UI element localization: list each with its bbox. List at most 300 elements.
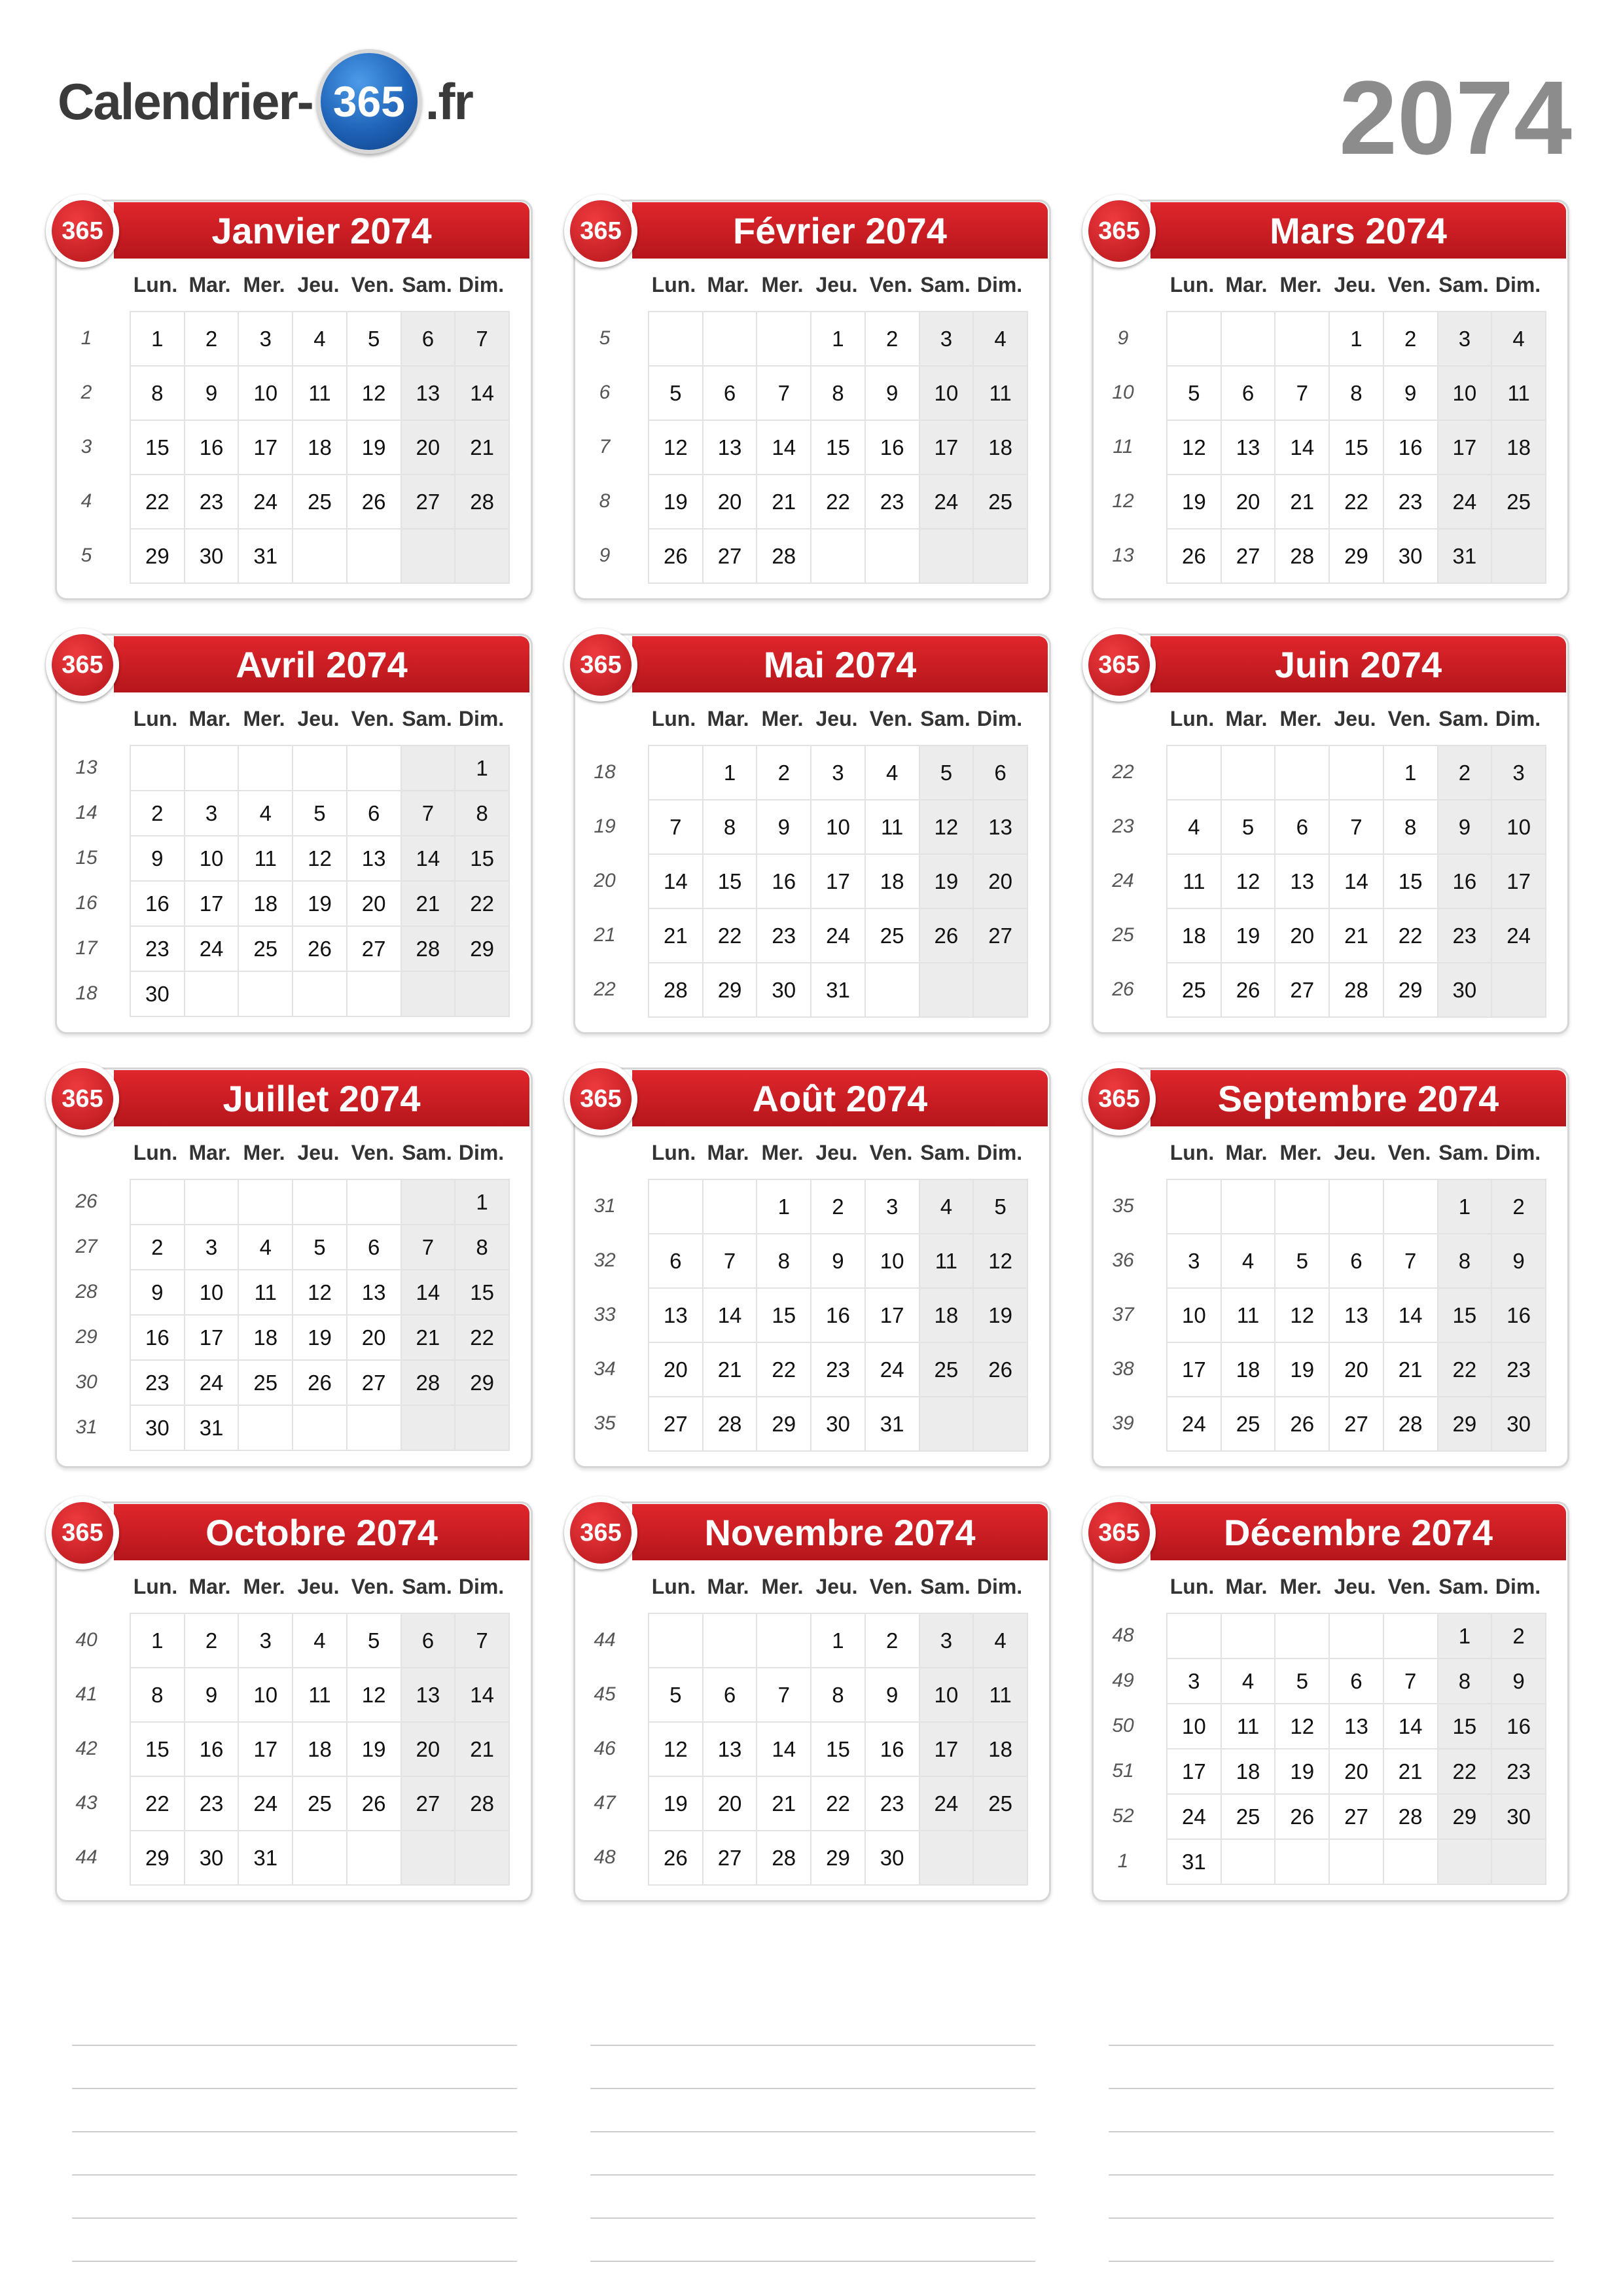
weekday-label: Ven. xyxy=(351,1575,395,1598)
day-cell: 14 xyxy=(455,366,509,420)
day-cell: 22 xyxy=(455,1315,509,1360)
day-cell: 25 xyxy=(1221,1794,1275,1839)
week-row xyxy=(649,854,1027,908)
day-cell: 18 xyxy=(973,420,1027,475)
day-cell xyxy=(1221,745,1275,800)
day-cell: 20 xyxy=(401,1722,455,1776)
day-cell: 27 xyxy=(649,1397,703,1451)
weekday-header xyxy=(647,1575,1037,1599)
day-grid xyxy=(648,311,1028,584)
day-cell: 12 xyxy=(347,366,401,420)
weekday-label: Sam. xyxy=(402,707,452,730)
day-cell: 21 xyxy=(1383,1342,1438,1397)
week-number: 48 xyxy=(594,1846,616,1868)
badge-365 xyxy=(46,628,119,702)
day-cell xyxy=(401,1179,455,1225)
day-cell: 21 xyxy=(401,881,455,926)
week-row xyxy=(1167,475,1546,529)
weekday-label: Lun. xyxy=(651,1575,696,1598)
day-cell: 17 xyxy=(1167,1342,1221,1397)
day-cell: 3 xyxy=(1438,312,1492,366)
week-numbers xyxy=(585,1613,624,1884)
day-cell xyxy=(919,1397,974,1451)
week-row xyxy=(649,366,1027,420)
day-cell: 20 xyxy=(1329,1342,1383,1397)
day-cell: 6 xyxy=(1221,366,1275,420)
week-number: 46 xyxy=(594,1738,616,1759)
weekday-label: Sam. xyxy=(920,1575,971,1598)
day-cell: 3 xyxy=(1167,1659,1221,1704)
day-cell: 21 xyxy=(1329,908,1383,963)
day-cell: 8 xyxy=(703,800,757,854)
day-cell: 2 xyxy=(865,1613,919,1668)
week-row xyxy=(130,1613,509,1668)
day-cell: 2 xyxy=(185,1613,239,1668)
day-cell: 16 xyxy=(865,420,919,475)
day-cell xyxy=(401,1405,455,1450)
week-number: 47 xyxy=(594,1792,616,1814)
day-cell: 9 xyxy=(185,366,239,420)
day-cell xyxy=(1167,312,1221,366)
week-row xyxy=(1167,854,1546,908)
day-cell: 16 xyxy=(1383,420,1438,475)
day-cell: 8 xyxy=(1383,800,1438,854)
day-cell: 9 xyxy=(1438,800,1492,854)
week-row xyxy=(130,971,509,1016)
weekday-label: Mer. xyxy=(243,1575,285,1598)
badge-365 xyxy=(1082,628,1156,702)
note-line xyxy=(1109,2176,1554,2219)
day-cell: 18 xyxy=(293,1722,347,1776)
day-cell: 3 xyxy=(185,791,239,836)
day-cell: 1 xyxy=(1438,1179,1492,1234)
week-row xyxy=(130,1405,509,1450)
badge-365-label: 365 xyxy=(1088,1502,1150,1564)
day-cell: 30 xyxy=(865,1831,919,1885)
day-cell: 23 xyxy=(185,475,239,529)
day-cell: 4 xyxy=(293,312,347,366)
week-number: 27 xyxy=(75,1236,98,1257)
day-cell xyxy=(401,1831,455,1885)
weekday-label: Mar. xyxy=(188,1141,231,1164)
day-cell: 1 xyxy=(130,312,185,366)
day-cell: 21 xyxy=(649,908,703,963)
day-cell: 3 xyxy=(865,1179,919,1234)
day-cell: 4 xyxy=(919,1179,974,1234)
day-cell: 8 xyxy=(455,791,509,836)
weekday-label: Ven. xyxy=(869,273,913,296)
week-number: 30 xyxy=(75,1371,98,1393)
weekday-header xyxy=(647,707,1037,731)
week-row xyxy=(130,881,509,926)
day-cell: 13 xyxy=(347,1270,401,1315)
week-row xyxy=(1167,1179,1546,1234)
day-cell: 29 xyxy=(455,1360,509,1405)
week-numbers xyxy=(67,1613,106,1884)
week-number: 6 xyxy=(599,382,611,403)
day-cell: 24 xyxy=(1167,1397,1221,1451)
day-cell: 1 xyxy=(1383,745,1438,800)
weekday-header xyxy=(1165,1575,1555,1599)
weekday-label: Ven. xyxy=(1387,1141,1431,1164)
day-cell: 31 xyxy=(1438,529,1492,583)
day-cell: 11 xyxy=(919,1234,974,1288)
logo-365-circle: 365 xyxy=(317,49,421,154)
day-cell: 5 xyxy=(649,366,703,420)
day-cell xyxy=(1275,312,1329,366)
weekday-header xyxy=(128,707,518,731)
month-header xyxy=(114,202,529,259)
week-row xyxy=(649,1831,1027,1885)
weekday-label: Jeu. xyxy=(297,1141,340,1164)
week-number: 26 xyxy=(1112,978,1134,1000)
month-title: Février 2074 xyxy=(733,209,947,251)
month-card xyxy=(55,200,533,600)
day-cell: 4 xyxy=(865,745,919,800)
month-header xyxy=(1150,1070,1566,1126)
notes-column-1 xyxy=(72,2003,517,2262)
week-number: 51 xyxy=(1112,1760,1134,1782)
day-cell: 4 xyxy=(1167,800,1221,854)
week-row xyxy=(130,1179,509,1225)
day-cell: 7 xyxy=(455,1613,509,1668)
week-number: 3 xyxy=(80,436,92,457)
day-cell xyxy=(1329,1179,1383,1234)
week-row xyxy=(1167,1659,1546,1704)
weekday-label: Mer. xyxy=(1279,1141,1322,1164)
day-cell: 31 xyxy=(811,963,865,1017)
weekday-label: Sam. xyxy=(1438,707,1489,730)
day-cell: 27 xyxy=(703,1831,757,1885)
day-cell: 19 xyxy=(293,881,347,926)
week-number: 16 xyxy=(75,892,98,914)
day-cell: 24 xyxy=(1167,1794,1221,1839)
day-grid xyxy=(130,311,510,584)
weekday-label: Mer. xyxy=(243,707,285,730)
week-number: 39 xyxy=(1112,1412,1134,1434)
notes-column-3 xyxy=(1109,2003,1554,2262)
day-cell: 12 xyxy=(973,1234,1027,1288)
day-grid xyxy=(1166,311,1546,584)
day-cell: 7 xyxy=(401,791,455,836)
note-line xyxy=(1109,2089,1554,2132)
weekday-label: Ven. xyxy=(351,1141,395,1164)
badge-365-label: 365 xyxy=(1088,1068,1150,1130)
month-card xyxy=(55,634,533,1034)
day-cell xyxy=(1383,1179,1438,1234)
day-cell: 2 xyxy=(1491,1613,1546,1659)
week-numbers xyxy=(585,745,624,1016)
day-cell: 13 xyxy=(973,800,1027,854)
week-number: 48 xyxy=(1112,1624,1134,1646)
day-cell: 19 xyxy=(293,1315,347,1360)
badge-365 xyxy=(1082,194,1156,268)
week-number: 13 xyxy=(75,757,98,778)
month-header xyxy=(1150,636,1566,692)
week-number: 1 xyxy=(1117,1850,1129,1872)
day-cell: 12 xyxy=(293,1270,347,1315)
day-cell xyxy=(1167,1613,1221,1659)
day-cell: 29 xyxy=(130,529,185,583)
day-cell: 23 xyxy=(130,1360,185,1405)
week-row xyxy=(1167,529,1546,583)
day-cell: 8 xyxy=(1438,1659,1492,1704)
day-cell: 25 xyxy=(1167,963,1221,1017)
weekday-label: Mar. xyxy=(1225,1575,1268,1598)
day-cell: 27 xyxy=(347,1360,401,1405)
week-number: 18 xyxy=(75,982,98,1004)
day-cell: 30 xyxy=(757,963,811,1017)
day-cell: 16 xyxy=(130,1315,185,1360)
day-cell: 21 xyxy=(703,1342,757,1397)
day-cell: 15 xyxy=(455,836,509,881)
day-cell: 27 xyxy=(1221,529,1275,583)
day-cell: 6 xyxy=(401,1613,455,1668)
day-cell: 5 xyxy=(1221,800,1275,854)
month-title: Avril 2074 xyxy=(236,643,408,685)
day-cell: 10 xyxy=(1491,800,1546,854)
day-cell: 21 xyxy=(757,475,811,529)
day-cell: 15 xyxy=(1329,420,1383,475)
month-header xyxy=(632,1504,1048,1560)
weekday-label: Dim. xyxy=(976,1141,1023,1164)
day-cell: 6 xyxy=(347,1225,401,1270)
day-cell: 29 xyxy=(1438,1397,1492,1451)
week-number: 43 xyxy=(75,1792,98,1814)
day-cell: 17 xyxy=(919,1722,974,1776)
week-number: 2 xyxy=(80,382,92,403)
week-numbers xyxy=(1103,311,1143,583)
day-cell: 4 xyxy=(1221,1659,1275,1704)
day-cell: 19 xyxy=(1275,1749,1329,1794)
day-cell: 13 xyxy=(401,366,455,420)
day-cell: 22 xyxy=(1438,1342,1492,1397)
day-cell: 11 xyxy=(1221,1288,1275,1342)
day-cell: 9 xyxy=(185,1668,239,1722)
day-cell: 5 xyxy=(973,1179,1027,1234)
weekday-header xyxy=(128,273,518,297)
day-cell: 28 xyxy=(1329,963,1383,1017)
day-cell: 19 xyxy=(919,854,974,908)
day-cell: 17 xyxy=(238,420,293,475)
day-cell: 24 xyxy=(1438,475,1492,529)
week-numbers xyxy=(67,311,106,583)
week-row xyxy=(1167,1839,1546,1884)
day-cell: 24 xyxy=(919,475,974,529)
day-cell: 9 xyxy=(865,366,919,420)
day-cell: 25 xyxy=(1491,475,1546,529)
day-cell: 22 xyxy=(757,1342,811,1397)
weekday-label: Jeu. xyxy=(1334,273,1376,296)
day-cell: 25 xyxy=(238,1360,293,1405)
week-number: 36 xyxy=(1112,1249,1134,1271)
day-cell: 14 xyxy=(1383,1288,1438,1342)
day-cell: 23 xyxy=(130,926,185,971)
week-row xyxy=(649,963,1027,1017)
day-cell xyxy=(455,1831,509,1885)
weekday-label: Mer. xyxy=(243,1141,285,1164)
week-row xyxy=(130,312,509,366)
weekday-label: Mar. xyxy=(1225,707,1268,730)
weekday-label: Mer. xyxy=(1279,707,1322,730)
day-cell: 26 xyxy=(649,529,703,583)
day-cell: 15 xyxy=(1438,1704,1492,1749)
day-cell xyxy=(1275,1613,1329,1659)
day-cell xyxy=(347,745,401,791)
week-number: 12 xyxy=(1112,490,1134,512)
week-number: 19 xyxy=(594,816,616,837)
day-cell: 13 xyxy=(1329,1288,1383,1342)
badge-365 xyxy=(564,1496,637,1570)
day-cell: 15 xyxy=(130,1722,185,1776)
day-cell: 19 xyxy=(973,1288,1027,1342)
day-cell xyxy=(293,529,347,583)
day-cell: 26 xyxy=(347,1776,401,1831)
day-cell: 10 xyxy=(811,800,865,854)
day-cell: 22 xyxy=(1383,908,1438,963)
weekday-label: Lun. xyxy=(1169,1141,1215,1164)
weekday-label: Lun. xyxy=(1169,707,1215,730)
weekday-label: Mar. xyxy=(707,1575,749,1598)
month-header xyxy=(114,636,529,692)
day-cell: 23 xyxy=(1383,475,1438,529)
week-row xyxy=(1167,420,1546,475)
note-line xyxy=(590,2176,1035,2219)
month-title: Juin 2074 xyxy=(1274,643,1442,685)
day-cell xyxy=(919,1831,974,1885)
day-cell: 10 xyxy=(1438,366,1492,420)
weekday-label: Sam. xyxy=(920,1141,971,1164)
weekday-label: Lun. xyxy=(133,273,178,296)
weekday-label: Mer. xyxy=(1279,273,1322,296)
day-cell: 26 xyxy=(293,1360,347,1405)
day-cell: 2 xyxy=(130,791,185,836)
weekday-label: Sam. xyxy=(1438,273,1489,296)
day-grid xyxy=(1166,1179,1546,1452)
week-row xyxy=(1167,1342,1546,1397)
badge-365 xyxy=(46,1062,119,1136)
day-grid xyxy=(648,745,1028,1018)
week-numbers xyxy=(67,745,106,1016)
day-cell: 17 xyxy=(919,420,974,475)
day-cell: 24 xyxy=(238,1776,293,1831)
weekday-label: Dim. xyxy=(458,273,505,296)
weekday-header xyxy=(1165,273,1555,297)
day-cell: 18 xyxy=(1491,420,1546,475)
note-line xyxy=(1109,2003,1554,2046)
day-cell xyxy=(1221,1179,1275,1234)
day-cell: 26 xyxy=(1275,1794,1329,1839)
day-cell: 11 xyxy=(1491,366,1546,420)
weekday-label: Dim. xyxy=(1495,1141,1541,1164)
day-cell: 30 xyxy=(130,1405,185,1450)
day-cell: 10 xyxy=(238,366,293,420)
day-cell xyxy=(865,529,919,583)
day-cell: 15 xyxy=(130,420,185,475)
week-number: 14 xyxy=(75,802,98,823)
day-cell: 26 xyxy=(1275,1397,1329,1451)
day-cell: 16 xyxy=(130,881,185,926)
month-title: Décembre 2074 xyxy=(1224,1511,1493,1553)
day-cell: 11 xyxy=(1221,1704,1275,1749)
weekday-label: Dim. xyxy=(458,707,505,730)
day-cell: 2 xyxy=(811,1179,865,1234)
month-card xyxy=(1092,1067,1569,1468)
note-line xyxy=(1109,2046,1554,2089)
day-cell: 23 xyxy=(185,1776,239,1831)
weekday-label: Sam. xyxy=(1438,1575,1489,1598)
weekday-label: Mar. xyxy=(707,1141,749,1164)
day-cell: 20 xyxy=(1275,908,1329,963)
weekday-label: Dim. xyxy=(1495,707,1541,730)
week-number: 34 xyxy=(594,1358,616,1380)
day-cell: 30 xyxy=(811,1397,865,1451)
day-cell xyxy=(130,745,185,791)
day-cell: 14 xyxy=(757,1722,811,1776)
month-header xyxy=(632,636,1048,692)
day-cell xyxy=(1383,1613,1438,1659)
weekday-header xyxy=(1165,707,1555,731)
week-row xyxy=(130,926,509,971)
day-cell: 29 xyxy=(703,963,757,1017)
month-header xyxy=(114,1504,529,1560)
day-cell: 7 xyxy=(1275,366,1329,420)
week-row xyxy=(649,908,1027,963)
weekday-label: Lun. xyxy=(651,273,696,296)
day-cell: 3 xyxy=(185,1225,239,1270)
day-cell: 10 xyxy=(919,1668,974,1722)
day-cell: 4 xyxy=(1221,1234,1275,1288)
day-cell: 6 xyxy=(1275,800,1329,854)
day-cell: 25 xyxy=(1221,1397,1275,1451)
day-cell: 10 xyxy=(865,1234,919,1288)
weekday-label: Jeu. xyxy=(297,707,340,730)
week-row xyxy=(649,420,1027,475)
day-cell: 2 xyxy=(1438,745,1492,800)
day-cell: 12 xyxy=(1275,1288,1329,1342)
week-row xyxy=(649,1776,1027,1831)
day-cell: 30 xyxy=(130,971,185,1016)
week-number: 45 xyxy=(594,1683,616,1705)
weekday-label: Lun. xyxy=(133,1575,178,1598)
day-cell: 7 xyxy=(1383,1234,1438,1288)
day-cell xyxy=(649,1613,703,1668)
week-number: 11 xyxy=(1113,436,1133,457)
day-cell: 20 xyxy=(1329,1749,1383,1794)
week-row xyxy=(130,791,509,836)
day-cell: 28 xyxy=(1383,1397,1438,1451)
day-cell: 14 xyxy=(401,1270,455,1315)
day-cell: 7 xyxy=(757,366,811,420)
weekday-label: Jeu. xyxy=(815,1575,858,1598)
day-cell: 12 xyxy=(919,800,974,854)
weekday-label: Jeu. xyxy=(815,707,858,730)
week-number: 31 xyxy=(594,1195,616,1217)
week-numbers xyxy=(1103,1179,1143,1450)
day-cell: 5 xyxy=(293,791,347,836)
day-cell xyxy=(347,1405,401,1450)
weekday-label: Lun. xyxy=(651,1141,696,1164)
day-cell: 13 xyxy=(1275,854,1329,908)
day-cell: 28 xyxy=(455,1776,509,1831)
week-row xyxy=(130,420,509,475)
day-cell: 20 xyxy=(401,420,455,475)
day-cell: 29 xyxy=(455,926,509,971)
day-cell: 26 xyxy=(1167,529,1221,583)
weekday-header xyxy=(128,1575,518,1599)
day-cell: 30 xyxy=(185,529,239,583)
week-numbers xyxy=(1103,745,1143,1016)
